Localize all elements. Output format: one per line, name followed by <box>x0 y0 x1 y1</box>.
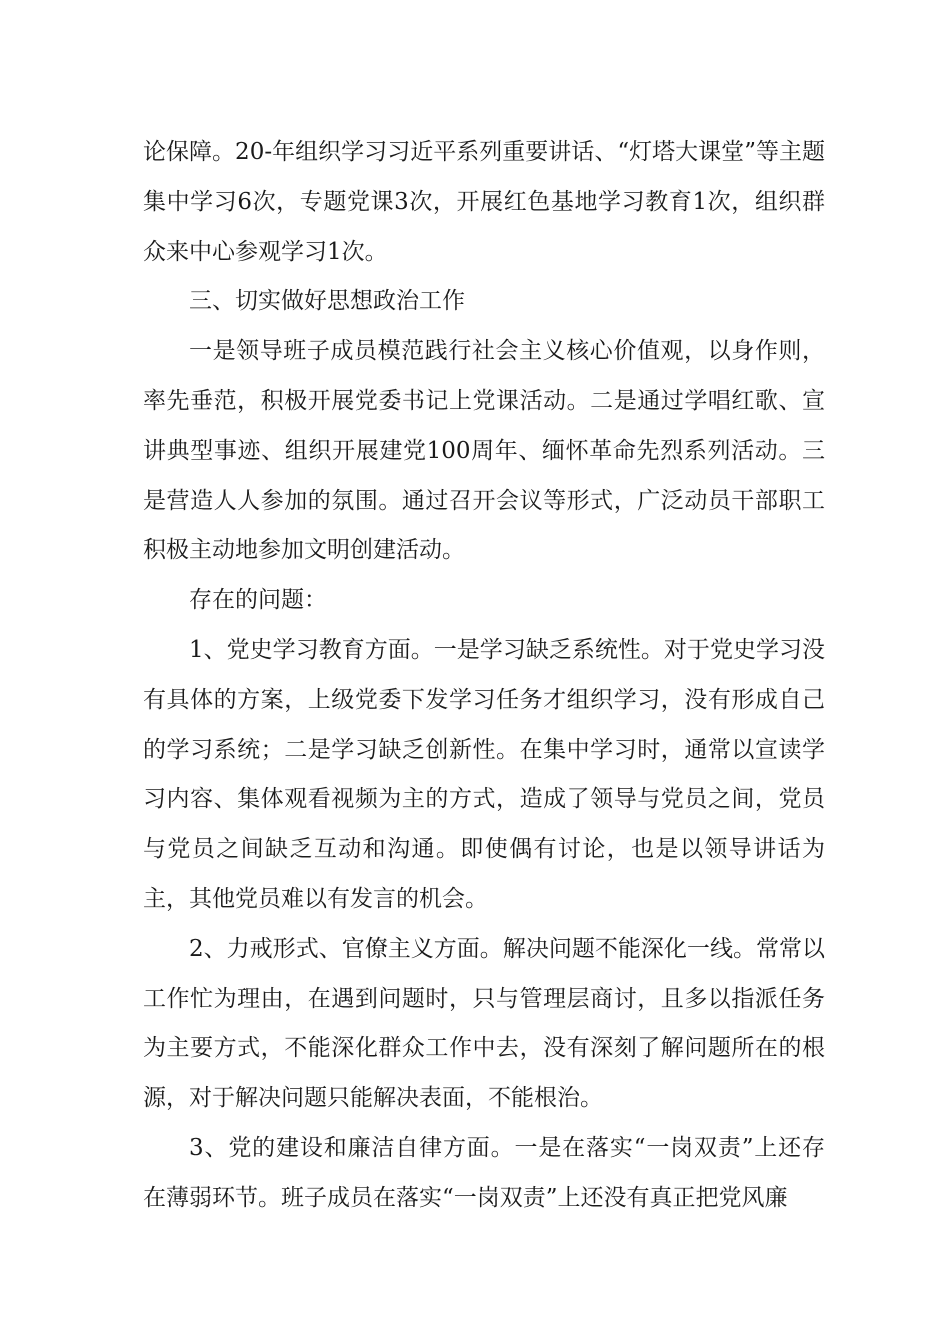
section-heading: 三、切实做好思想政治工作 <box>189 288 465 315</box>
paragraph: 2、力戒形式、官僚主义方面。解决问题不能深化一线。常常以工作忙为理由，在遇到问题时，只与管理层商讨，且多以指派任务为主要方式，不能深化群众工作中去，没有深刻了解问题所在的根源，对于解决问题只能解决表面，不能根治。 <box>143 935 825 1112</box>
paragraph-continuation: 论保障。20-年组织学习习近平系列重要讲话、“灯塔大课堂”等主题集中学习6次，专题党课3次，开展红色基地学习教育1次，组织群众来中心参观学习1次。 <box>143 139 825 265</box>
paragraph: 1、党史学习教育方面。一是学习缺乏系统性。对于党史学习没有具体的方案，上级党委下发学习任务才组织学习，没有形成自己的学习系统；二是学习缺乏创新性。在集中学习时，通常以宣读学习内容、集体观看视频为主的方式，造成了领导与党员之间，党员与党员之间缺乏互动和沟通。即使偶有讨论，也是以领导讲话为主，其他党员难以有发言的机会。 <box>143 636 825 912</box>
problems-heading: 存在的问题： <box>189 587 327 614</box>
paragraph: 3、党的建设和廉洁自律方面。一是在落实“一岗双责”上还存在薄弱环节。班子成员在落实“一岗双责”上还没有真正把党风廉 <box>143 1134 825 1211</box>
paragraph: 一是领导班子成员模范践行社会主义核心价值观，以身作则，率先垂范，积极开展党委书记上党课活动。二是通过学唱红歌、宣讲典型事迹、组织开展建党100周年、缅怀革命先烈系列活动。三是营造人人参加的氛围。通过召开会议等形式，广泛动员干部职工积极主动地参加文明创建活动。 <box>143 338 825 564</box>
document-body <box>143 128 825 1224</box>
